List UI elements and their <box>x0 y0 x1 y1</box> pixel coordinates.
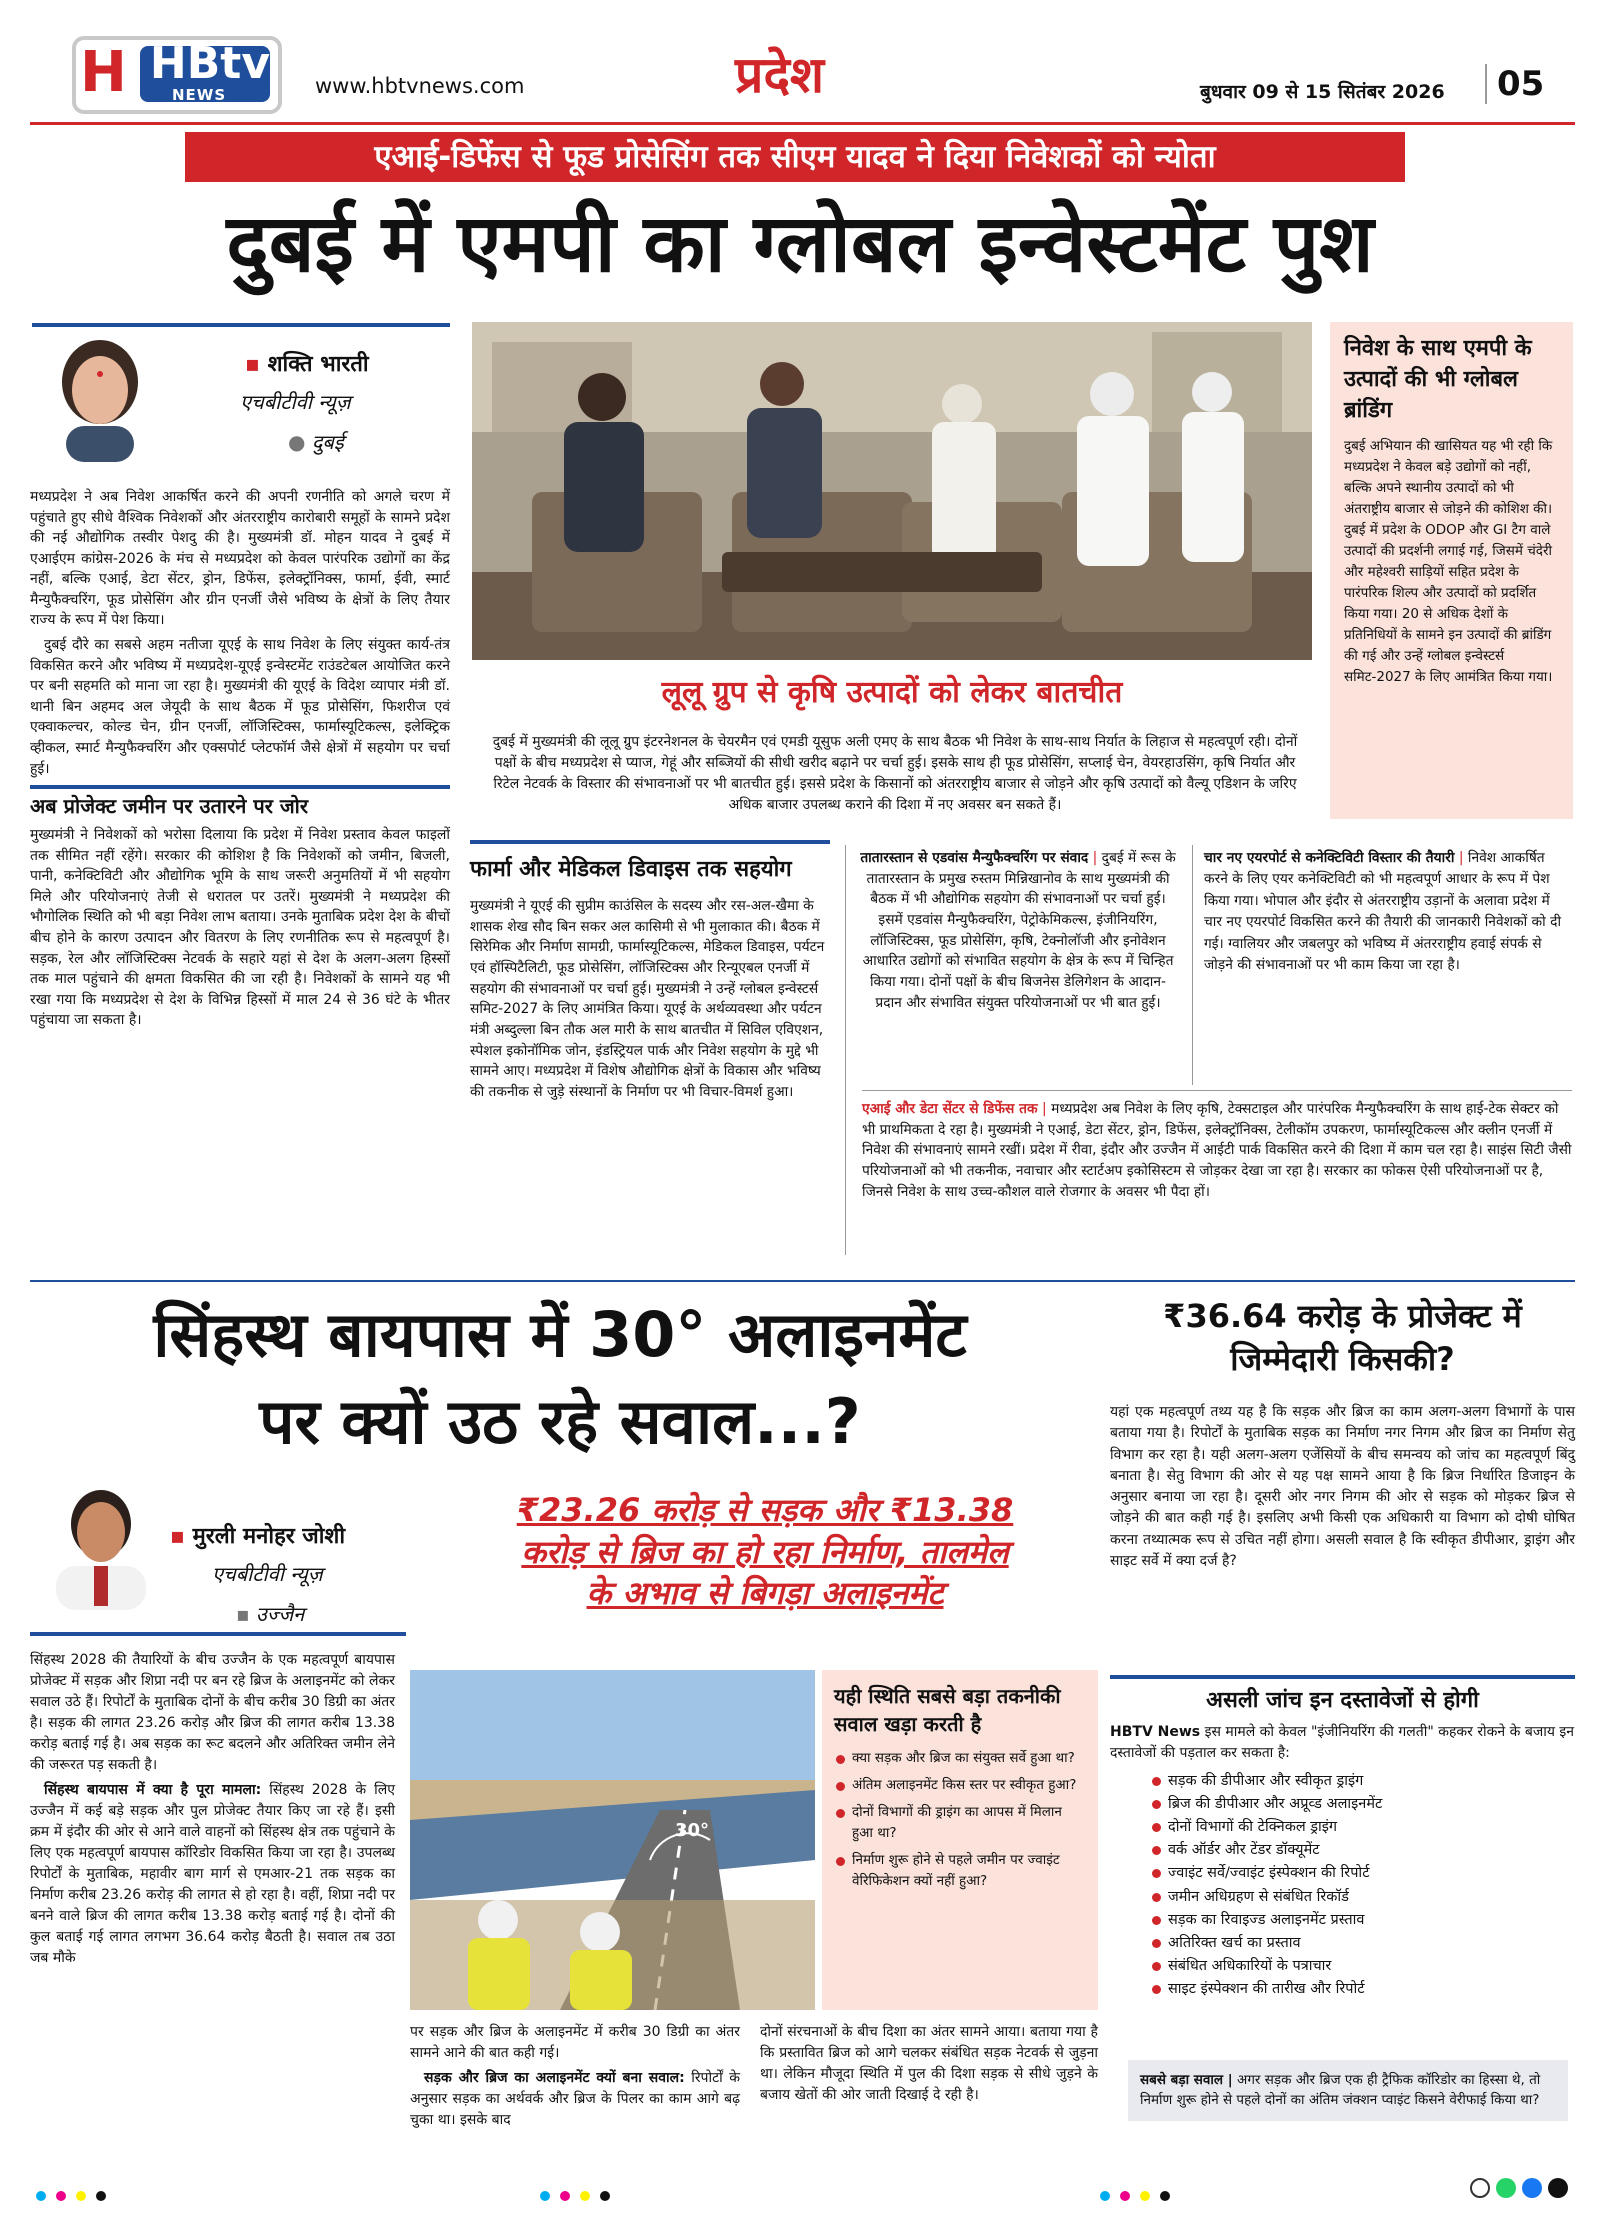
byline2-place: ▪ उज्जैन <box>236 1602 305 1626</box>
col-divider-2 <box>1192 845 1193 1085</box>
doc-item: संबंधित अधिकारियों के पत्राचार <box>1150 1955 1575 1978</box>
ai-block <box>862 1090 1572 1206</box>
docs-head: असली जांच इन दस्तावेजों से होगी <box>1206 1688 1479 1713</box>
question-item: अंतिम अलाइनमेंट किस स्तर पर स्वीकृत हुआ? <box>834 1775 1086 1796</box>
photo-caption: दुबई में मुख्यमंत्री की लूलू ग्रुप इंटरनेशनल के चेयरमैन एवं एमडी यूसुफ अली एमए के साथ बैठक भी निवेश के साथ-साथ निर्यात के लिहाज से महत्वपूर्ण रही। दोनों पक्षों के बीच मध्यप्रदेश से प्याज, गेहूं और सब्जियों की सीधी खरीद बढ़ाने पर चर्चा हुई। इसके साथ ही फूड प्रोसेसिंग, सप्लाई चेन, वेयरहाउसिंग, कृषि निर्यात और रिटेल नेटवर्क के विस्तार की संभावनाओं पर भी बातचीत हुई। इससे प्रदेश के किसानों को अंतरराष्ट्रीय बाजार से जोड़ने और कृषि उत्पादों को वैल्यू एडिशन के जरिए अधिक बाजार उपलब्ध कराने की दिशा में नए अवसर बन सकते हैं। <box>492 734 1298 813</box>
photo-headline: लूलू ग्रुप से कृषि उत्पादों को लेकर बातचीत <box>661 675 1123 710</box>
tatarstan-text: तातारस्तान से एडवांस मैन्युफैक्चरिंग पर संवाद | दुबई में रूस के तातारस्तान के प्रमुख रुस्तम मिन्निखानोव के साथ मुख्यमंत्री की बैठक में भी औद्योगिक सहयोग की संभावनाओं पर चर्चा हुई। इसमें एडवांस मैन्युफैक्चरिंग, पेट्रोकेमिकल्स, इंजीनियरिंग, लॉजिस्टिक्स, फूड प्रोसेसिंग, कृषि, टेक्नोलॉजी और इनोवेशन आधारित उद्योगों को संभावित सहयोग के क्षेत्र के रूप में चिन्हित किया गया। दोनों पक्षों के बीच बिजनेस डेलिगेशन के आदान-प्रदान और संभावित संयुक्त परियोजनाओं पर भी बात हुई। <box>860 850 1176 1011</box>
col-divider-1 <box>845 845 846 1255</box>
question-item: क्या सड़क और ब्रिज का संयुक्त सर्वे हुआ था? <box>834 1748 1086 1769</box>
docs-block <box>1110 1675 1575 2001</box>
issue-date: बुधवार 09 से 15 सितंबर 2026 <box>1200 81 1445 103</box>
headline-simhastha-1: सिंहस्थ बायपास में 30° अलाइनमेंट <box>153 1298 967 1371</box>
lulu-photo <box>472 322 1312 660</box>
byline-name: ▪ शक्ति भारती <box>245 352 369 377</box>
question-item: दोनों विभागों की ड्राइंग का आपस में मिलान हुआ था? <box>834 1802 1086 1844</box>
pharma-rule <box>470 840 830 844</box>
doc-item: जमीन अधिग्रहण से संबंधित रिकॉर्ड <box>1150 1886 1575 1909</box>
page-number: 05 <box>1485 64 1544 104</box>
section-title: प्रदेश <box>735 46 824 104</box>
airport-head: चार नए एयरपोर्ट से कनेक्टिविटी विस्तार की तैयारी <box>1204 850 1455 866</box>
logo-news: NEWS <box>172 86 227 104</box>
ai-head: एआई और डेटा सेंटर से डिफेंस तक <box>862 1101 1038 1117</box>
story2-right-col <box>760 2022 1098 2110</box>
story2-para3: पर सड़क और ब्रिज के अलाइनमेंट में करीब 30 डिग्री का अंतर सामने आने की बात कही गई। <box>410 2024 740 2061</box>
story1-left-col <box>30 487 450 1035</box>
responsibility-text: यहां एक महत्वपूर्ण तथ्य यह है कि सड़क और ब्रिज का काम अलग-अलग विभागों के पास बताया गया है। रिपोर्टों के मुताबिक सड़क का निर्माण नगर निगम और ब्रिज का निर्माण सेतु विभाग कर रहा है। यही अलग-अलग एजेंसियों के बीच समन्वय को जांच का महत्वपूर्ण बिंदु बनाता है। सेतु विभाग की ओर से यह पक्ष सामने आया है कि ब्रिज निर्धारित डिजाइन के अनुसार बनाया जा रहा है। दूसरी ओर नगर निगम की ओर से सड़क को मोड़कर ब्रिज से जोड़ने की बात कही गई है। इसलिए अभी किसी एक अधिकारी या विभाग को दोषी घोषित करना तथ्यात्मक रूप से उचित नहीं होगा। असली सवाल है कि स्वीकृत डीपीआर, ड्राइंग और साइट सर्वे में क्या दर्ज है? <box>1110 1404 1575 1569</box>
social-icons <box>1470 2178 1568 2198</box>
whatsapp-icon[interactable] <box>1496 2178 1516 2198</box>
doc-item: ज्वाइंट सर्वे/ज्वाइंट इंस्पेक्शन की रिपोर्ट <box>1150 1862 1575 1885</box>
tatarstan-block <box>858 848 1178 1018</box>
branding-head: निवेश के साथ एमपी के उत्पादों की भी ग्लोबल ब्रांडिंग <box>1344 336 1532 423</box>
sub1-rule <box>30 785 450 789</box>
questions-head: यही स्थिति सबसे बड़ा तकनीकी सवाल खड़ा करती है <box>834 1684 1061 1736</box>
facebook-icon[interactable] <box>1522 2178 1542 2198</box>
story-divider <box>30 1280 1575 1282</box>
branding-text: दुबई अभियान की खासियत यह भी रही कि मध्यप्रदेश ने केवल बड़े उद्योगों को नहीं, बल्कि अपने स्थानीय उत्पादों को भी अंतराष्ट्रीय बाजार से जोड़ने की कोशिश की। दुबई में प्रदेश के ODOP और GI टैग वाले उत्पादों की प्रदर्शनी लगाई गई, जिसमें चंदेरी और महेश्वरी साड़ियों सहित प्रदेश के पारंपरिक शिल्प और उत्पादों को प्रदर्शित किया गया। 20 से अधिक देशों के प्रतिनिधियों के सामने इन उत्पादों की ब्रांडिंग की गई और उन्हें ग्लोबल इन्वेस्टर्स समिट-2027 के लिए आमंत्रित किया गया। <box>1344 438 1553 685</box>
logo-text: HBtv <box>149 38 270 89</box>
branding-sidebar <box>1330 322 1573 819</box>
doc-item: दोनों विभागों की टेक्निकल ड्राइंग <box>1150 1816 1575 1839</box>
byline-org: एचबीटीवी न्यूज़ <box>240 390 351 414</box>
footer-dots-center <box>540 2186 620 2205</box>
kicker <box>420 1490 1110 1615</box>
masthead-rule <box>30 122 1575 125</box>
reporter2-photo <box>42 1478 160 1610</box>
airport-block <box>1204 848 1569 980</box>
pharma-text: मुख्यमंत्री ने यूएई की सुप्रीम काउंसिल के सदस्य और रस-अल-खैमा के शासक शेख सौद बिन सकर अल कासिमी से भी मुलाकात की। बैठक में सिरेमिक और निर्माण सामग्री, फार्मास्यूटिकल्स, मेडिकल डिवाइस, पर्यटन एवं हॉस्पिटैलिटी, फूड प्रोसेसिंग, लॉजिस्टिक्स और रिन्यूएबल एनर्जी में सहयोग की संभावनाओं पर चर्चा हुई। मुख्यमंत्री ने उन्हें ग्लोबल इन्वेस्टर्स समिट-2027 के लिए आमंत्रित किया। यूएई के अर्थव्यवस्था और पर्यटन मंत्री अब्दुल्ला बिन तौक अल मारी के साथ बातचीत में सिविल एविएशन, स्पेशल इकोनॉमिक जोन, इंडस्ट्रियल पार्क और निवेश सहयोग के मुद्दे भी सामने आए। मध्यप्रदेश में विशेष औद्योगिक क्षेत्रों के विकास और भविष्य की तकनीक से जुड़े संस्थानों के निर्माण पर भी विचार-विमर्श हुआ। <box>470 897 825 1101</box>
byline-rule <box>32 323 450 327</box>
story2-para4: सड़क और ब्रिज का अलाइनमेंट क्यों बना सवाल: रिपोर्टों के अनुसार सड़क का अर्थवर्क और ब्रिज के पिलर का काम आगे बढ़ चुका था। इसके बाद <box>410 2070 740 2128</box>
doc-item: अतिरिक्त खर्च का प्रस्ताव <box>1150 1932 1575 1955</box>
pharma-block <box>470 840 830 1107</box>
tatarstan-head: तातारस्तान से एडवांस मैन्युफैक्चरिंग पर संवाद <box>860 850 1089 866</box>
ai-text: एआई और डेटा सेंटर से डिफेंस तक | मध्यप्रदेश अब निवेश के लिए कृषि, टेक्सटाइल और पारंपरिक मैन्युफैक्चरिंग के साथ हाई-टेक सेक्टर को भी प्राथमिकता दे रहा है। मुख्यमंत्री ने एआई, डेटा सेंटर, ड्रोन, डिफेंस, इलेक्ट्रॉनिक्स, टेलीकॉम उपकरण, फार्मास्यूटिकल्स और क्लीन एनर्जी में निवेश की संभावनाएं सामने रखीं। प्रदेश में रीवा, इंदौर और उज्जैन में आईटी पार्क विकसित करने की दिशा में काम चल रहा है। साइंस सिटी जैसी परियोजनाओं को भी तकनीक, नवाचार और स्टार्टअप इकोसिस्टम से जोड़कर देखा जा रहा है। सरकार का फोकस ऐसी परियोजनाओं पर है, जिनसे निवेश के साथ उच्च-कौशल वाले रोजगार के अवसर भी पैदा हों। <box>862 1101 1572 1200</box>
footer-dots-left <box>36 2186 116 2205</box>
byline2-org: एचबीटीवी न्यूज़ <box>212 1562 323 1586</box>
doc-item: वर्क ऑर्डर और टेंडर डॉक्यूमेंट <box>1150 1839 1575 1862</box>
story2-para5: दोनों संरचनाओं के बीच दिशा का अंतर सामने आया। बताया गया है कि प्रस्तावित ब्रिज को आगे चलकर संबंधित सड़क नेटवर्क से जुड़ना था। लेकिन मौजूदा स्थिति में पुल की दिशा सड़क से सीधे जुड़ने के बजाय खेतों की ओर जाती दिखाई दे रही है। <box>760 2024 1098 2103</box>
pharma-head: फार्मा और मेडिकल डिवाइस तक सहयोग <box>470 857 792 882</box>
story2-para1: सिंहस्थ 2028 की तैयारियों के बीच उज्जैन के एक महत्वपूर्ण बायपास प्रोजेक्ट में सड़क और शिप्रा नदी पर बन रहे ब्रिज के अलाइनमेंट को लेकर सवाल उठे हैं। रिपोर्टों के मुताबिक दोनों के बीच करीब 30 डिग्री का अंतर है। सड़क की लागत 23.26 करोड़ और ब्रिज की लागत करीब 13.38 करोड़ बताई गई है। अब सड़क का रूट बदलने और अतिरिक्त जमीन लेने की जरूरत पड़ सकती है। <box>30 1652 395 1773</box>
story2-para2: सिंहस्थ बायपास में क्या है पूरा मामला: सिंहस्थ 2028 के लिए उज्जैन में कई बड़े सड़क और पुल प्रोजेक्ट तैयार किए जा रहे हैं। इसी क्रम में इंदौर की ओर से आने वाले वाहनों को सिंहस्थ क्षेत्र तक पहुंचाने के लिए एक महत्वपूर्ण बायपास कॉरिडोर विकसित किया जा रहा है। उपलब्ध रिपोर्टों के मुताबिक, महावीर बाग मार्ग से एमआर-21 तक सड़क का निर्माण करीब 23.26 करोड़ की लागत से हो रहा है। वहीं, शिप्रा नदी पर बनने वाले ब्रिज की लागत करीब 13.38 करोड़ बताई गई है। दोनों की कुल बताई गई लागत लगभग 36.64 करोड़ बैठती है। सवाल तब उठा जब मौके <box>30 1782 395 1966</box>
docs-rule <box>1110 1675 1575 1679</box>
kicker-line-2: करोड़ से ब्रिज का हो रहा निर्माण, तालमेल <box>521 1532 1009 1571</box>
story2-left-col <box>30 1650 395 1973</box>
story1-sub1: अब प्रोजेक्ट जमीन पर उतारने पर जोर <box>30 794 309 819</box>
responsibility-head: ₹36.64 करोड़ के प्रोजेक्ट में जिम्मेदारी किसकी? <box>1163 1297 1522 1379</box>
doc-item: साइट इंस्पेक्शन की तारीख और रिपोर्ट <box>1150 1978 1575 2001</box>
website-url[interactable]: www.hbtvnews.com <box>315 74 525 98</box>
story1-para3: मुख्यमंत्री ने निवेशकों को भरोसा दिलाया कि प्रदेश में निवेश प्रस्ताव केवल फाइलों तक सीमित नहीं रहेंगे। सरकार की कोशिश है कि निवेशकों को जमीन, बिजली, पानी, कनेक्टिविटी और औद्योगिक भूमि के साथ जरूरी अनुमतियों में भी सहयोग मिले और परियोजनाएं तेजी से धरातल पर उतरें। मुख्यमंत्री ने मध्यप्रदेश की भौगोलिक स्थिति को भी बड़ा निवेश लाभ बताया। उनके मुताबिक प्रदेश देश के बीचों बीच होने के कारण उत्पादन और वितरण के लिए रणनीतिक रूप से महत्वपूर्ण है। सड़क, रेल और लॉजिस्टिक्स नेटवर्क के सहारे यहां से देश के अलग-अलग हिस्सों तक माल पहुंचाने की क्षमता विकसित की जा रही है। निवेशकों के सामने यह भी रखा गया कि मध्यप्रदेश से देश के विभिन्न हिस्सों में माल 24 से 36 घंटे के भीतर पहुंचाया जा सकता है। <box>30 827 450 1029</box>
airport-text: चार नए एयरपोर्ट से कनेक्टिविटी विस्तार की तैयारी | निवेश आकर्षित करने के लिए एयर कनेक्टिविटी को भी महत्वपूर्ण आधार के रूप में पेश किया गया। भोपाल और इंदौर से अंतरराष्ट्रीय उड़ानों के अलावा प्रदेश में चार नए एयरपोर्ट विकसित करने की तैयारी की जानकारी निवेशकों को दी गई। ग्वालियर और जबलपुर को भविष्य में अंतरराष्ट्रीय हवाई संपर्क से जोड़ने की संभावनाओं पर भी काम किया जा रहा है। <box>1204 850 1562 973</box>
search-icon[interactable] <box>1470 2178 1490 2198</box>
question-item: निर्माण शुरू होने से पहले जमीन पर ज्वाइंट वेरिफिकेशन क्यों नहीं हुआ? <box>834 1850 1086 1892</box>
doc-item: ब्रिज की डीपीआर और अप्रूव्ड अलाइनमेंट <box>1150 1793 1575 1816</box>
story1-para2: दुबई दौरे का सबसे अहम नतीजा यूएई के साथ निवेश के लिए संयुक्त कार्य-तंत्र विकसित करने और भविष्य में मध्यप्रदेश-यूएई इन्वेस्टमेंट राउंडटेबल आयोजित करने पर बनी सहमति को माना जा रहा है। मुख्यमंत्री की यूएई के विदेश व्यापार मंत्री डॉ. थानी बिन अहमद अल जेयूदी के साथ बैठक में फूड प्रोसेसिंग, फिशरीज एवं एक्वाकल्चर, कोल्ड चेन, ग्रीन एनर्जी, लॉजिस्टिक्स, फार्मास्यूटिकल्स, इलेक्ट्रिक व्हीकल, स्मार्ट मैन्युफैक्चरिंग और एक्सपोर्ट प्लेटफॉर्म जैसे क्षेत्रों में सहयोग पर चर्चा हुई। <box>30 637 450 777</box>
byline-place: ● दुबई <box>288 430 344 454</box>
x-icon[interactable] <box>1548 2178 1568 2198</box>
story2-mid-col <box>410 2022 740 2135</box>
headline-dubai: दुबई में एमपी का ग्लोबल इन्वेस्टमेंट पुश <box>226 197 1374 290</box>
byline2-name: ▪ मुरली मनोहर जोशी <box>170 1524 346 1549</box>
bridge-photo <box>410 1670 815 2010</box>
strip-banner: एआई-डिफेंस से फूड प्रोसेसिंग तक सीएम यादव ने दिया निवेशकों को न्योता <box>185 132 1405 182</box>
logo <box>72 36 282 114</box>
questions-box <box>822 1670 1098 2010</box>
doc-item: सड़क की डीपीआर और स्वीकृत ड्राइंग <box>1150 1770 1575 1793</box>
kicker-line-3: के अभाव से बिगड़ा अलाइनमेंट <box>586 1574 944 1613</box>
logo-h: H <box>80 40 125 105</box>
footer-dots-right <box>1100 2186 1180 2205</box>
headline-simhastha-2: पर क्यों उठ रहे सवाल...? <box>259 1385 861 1458</box>
docs-list <box>1150 1770 1575 2002</box>
questions-list <box>834 1748 1086 1892</box>
biggest-question-text: सबसे बड़ा सवाल | अगर सड़क और ब्रिज एक ही ट्रैफिक कॉरिडोर का हिस्सा थे, तो निर्माण शुरू होने से पहले दोनों का अंतिम जंक्शन प्वाइंट किसने वेरीफाई किया था? <box>1140 2072 1541 2109</box>
reporter-photo <box>44 330 156 462</box>
kicker-line-1: ₹23.26 करोड़ से सड़क और ₹13.38 <box>516 1491 1014 1529</box>
doc-item: सड़क का रिवाइज्ड अलाइनमेंट प्रस्ताव <box>1150 1909 1575 1932</box>
byline2-rule <box>30 1632 406 1636</box>
biggest-question-box <box>1128 2060 1568 2121</box>
story1-para1: मध्यप्रदेश ने अब निवेश आकर्षित करने की अपनी रणनीति को अगले चरण में पहुंचाते हुए सीधे वैश्विक निवेशकों और अंतरराष्ट्रीय कारोबारी समूहों के सामने प्रदेश की नई औद्योगिक तस्वीर पेशदु की है। मुख्यमंत्री डॉ. मोहन यादव ने दुबई में एआईएम कांग्रेस-2026 के मंच से मध्यप्रदेश को केवल पारंपरिक उद्योगों का केंद्र नहीं, बल्कि एआई, डेटा सेंटर, ड्रोन, डिफेंस, इलेक्ट्रॉनिक्स, फार्मा, ईवी, स्मार्ट मैन्युफैक्चरिंग, फूड प्रोसेसिंग और ग्रीन एनर्जी जैसे भविष्य के क्षेत्रों के लिए तैयार राज्य के रूप में पेश किया। <box>30 489 450 629</box>
docs-intro: HBTV News इस मामले को केवल "इंजीनियरिंग की गलती" कहकर रोकने के बजाय इन दस्तावेजों की पड़ताल कर सकता है: <box>1110 1723 1575 1761</box>
angle-label: 30° <box>675 1820 710 1841</box>
